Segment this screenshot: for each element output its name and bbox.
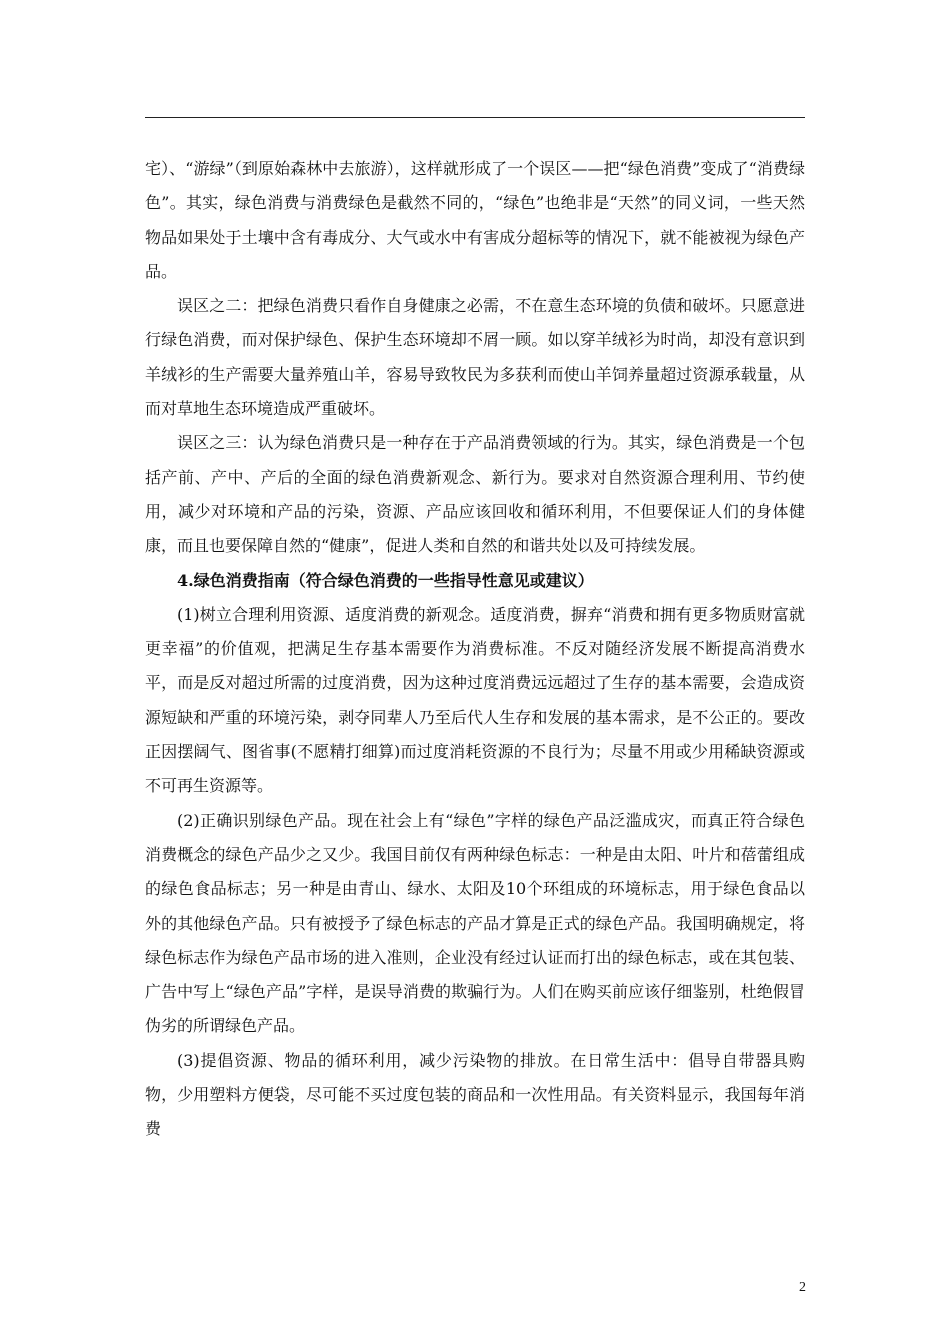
paragraph-misconception-three: 误区之三：认为绿色消费只是一种存在于产品消费领域的行为。其实，绿色消费是一个包括产前、产中、产后的全面的绿色消费新观念、新行为。要求对自然资源合理利用、节约使用，减少对环境和产品的污染，资源、产品应该回收和循环利用，不但要保证人们的身体健康，而且也要保障自然的“健康”，促进人类和自然的和谐共处以及可持续发展。: [145, 433, 805, 556]
paragraph-guide-item-3: (3)提倡资源、物品的循环利用，减少污染物的排放。在日常生活中：倡导自带器具购物，少用塑料方便袋，尽可能不买过度包装的商品和一次性用品。有关资料显示，我国每年消费: [145, 1050, 805, 1139]
document-body: [145, 152, 805, 1147]
paragraph-misconception-one-continued: 宅）、“游绿”（到原始森林中去旅游），这样就形成了一个误区——把“绿色消费”变成了“消费绿色”。其实，绿色消费与消费绿色是截然不同的，“绿色”也绝非是“天然”的同义词，一些天然物品如果处于土壤中含有毒成分、大气或水中有害成分超标等的情况下，就不能被视为绿色产品。: [145, 159, 805, 281]
header-rule: [145, 117, 805, 118]
paragraph-guide-item-1: (1)树立合理利用资源、适度消费的新观念。适度消费，摒弃“消费和拥有更多物质财富就更幸福”的价值观，把满足生存基本需要作为消费标准。不反对随经济发展不断提高消费水平，而是反对超过所需的过度消费，因为这种过度消费远远超过了生存的基本需要，会造成资源短缺和严重的环境污染，剥夺同辈人乃至后代人生存和发展的基本需求，是不公正的。要改正因摆阔气、图省事(不愿精打细算)而过度消耗资源的不良行为；尽量不用或少用稀缺资源或不可再生资源等。: [145, 604, 805, 796]
page-number: 2: [799, 1280, 806, 1295]
paragraph-misconception-two: 误区之二：把绿色消费只看作自身健康之必需，不在意生态环境的负债和破坏。只愿意进行绿色消费，而对保护绿色、保护生态环境却不屑一顾。如以穿羊绒衫为时尚，却没有意识到羊绒衫的生产需要大量养殖山羊，容易导致牧民为多获利而使山羊饲养量超过资源承载量，从而对草地生态环境造成严重破坏。: [145, 296, 805, 419]
paragraph-guide-item-2: (2)正确识别绿色产品。现在社会上有“绿色”字样的绿色产品泛滥成灾，而真正符合绿色消费概念的绿色产品少之又少。我国目前仅有两种绿色标志：一种是由太阳、叶片和蓓蕾组成的绿色食品标志；另一种是由青山、绿水、太阳及10个环组成的环境标志，用于绿色食品以外的其他绿色产品。只有被授予了绿色标志的产品才算是正式的绿色产品。我国明确规定，将绿色标志作为绿色产品市场的进入准则，企业没有经过认证而打出的绿色标志，或在其包装、广告中写上“绿色产品”字样，是误导消费的欺骗行为。人们在购买前应该仔细鉴别，杜绝假冒伪劣的所谓绿色产品。: [145, 810, 805, 1036]
section-heading-green-consumption-guide: 4.绿色消费指南（符合绿色消费的一些指导性意见或建议）: [177, 570, 594, 590]
